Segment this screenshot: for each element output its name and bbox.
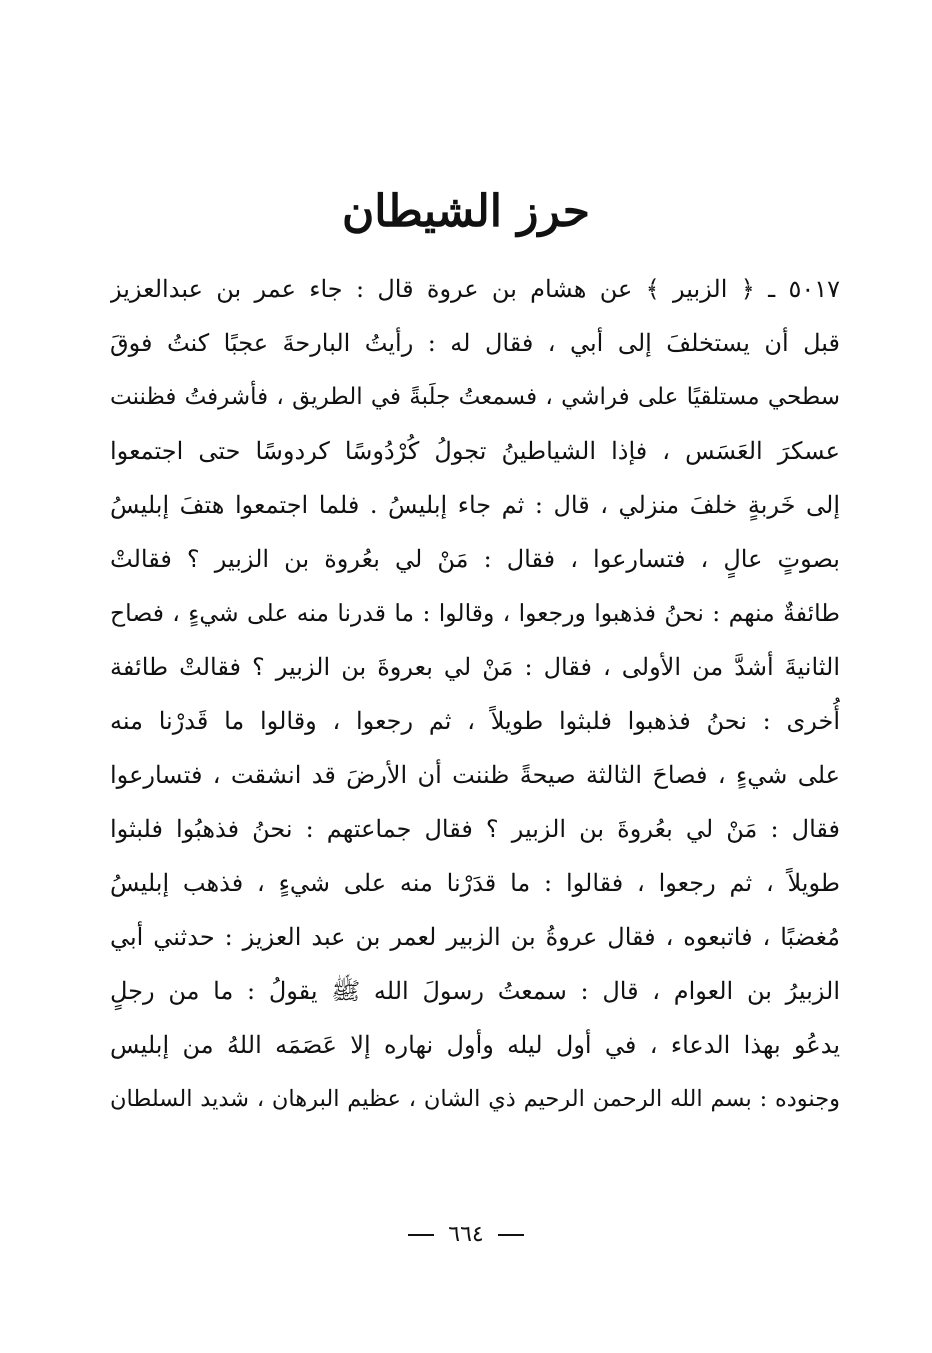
right-dash xyxy=(408,1234,434,1236)
text-line: عسكرَ العَسَس ، فإذا الشياطينُ تجولُ كُرْدُوسًا كردوسًا حتى اجتمعوا xyxy=(110,437,840,465)
chapter-title: حرز الشيطان xyxy=(341,186,590,237)
text-line: سطحي مستلقيًا على فراشي ، فسمعتُ جلَبةً في الطريق ، فأشرفتُ فظننت xyxy=(110,384,840,410)
page-number-footer xyxy=(0,1215,932,1255)
text-line: إلى خَربةٍ خلفَ منزلي ، قال : ثم جاء إبليسُ . فلما اجتمعوا هتفَ إبليسُ xyxy=(110,491,840,519)
text-line: الثانيةَ أشدَّ من الأولى ، فقال : مَنْ لي بعروةَ بن الزبير ؟ فقالتْ طائفة xyxy=(110,653,840,681)
text-line: فقال : مَنْ لي بعُروةَ بن الزبير ؟ فقال جماعتهم : نحنُ فذهبُوا فلبثوا xyxy=(110,815,840,843)
text-line: مُغضبًا ، فاتبعوه ، فقال عروةُ بن الزبير لعمر بن عبد العزيز : حدثني أبي xyxy=(110,923,840,951)
hadith-text xyxy=(110,262,840,1126)
page-number: ٦٦٤ xyxy=(448,1222,484,1247)
text-line: يدعُو بهذا الدعاء ، في أول ليله وأول نهاره إلا عَصَمَه اللهُ من إبليس xyxy=(110,1031,840,1059)
text-line: على شيءٍ ، فصاحَ الثالثة صيحةً ظننت أن الأرضَ قد انشقت ، فتسارعوا xyxy=(110,761,840,789)
text-line: قبل أن يستخلفَ إلى أبي ، فقال له : رأيتُ البارحةَ عجبًا كنتُ فوقَ xyxy=(110,329,840,357)
left-dash xyxy=(498,1234,524,1236)
text-line: طويلاً ، ثم رجعوا ، فقالوا : ما قدَرْنا منه على شيءٍ ، فذهب إبليسُ xyxy=(110,869,840,897)
text-line: ٥٠١٧ ـ ﴿ الزبير ﴾ عن هشام بن عروة قال : جاء عمر بن عبدالعزيز xyxy=(110,275,840,303)
text-line: أُخرى : نحنُ فذهبوا فلبثوا طويلاً ، ثم رجعوا ، وقالوا ما قَدرْنا منه xyxy=(110,707,840,735)
text-line: وجنوده : بسم الله الرحمن الرحيم ذي الشان ، عظيم البرهان ، شديد السلطان xyxy=(110,1086,840,1112)
text-line: الزبيرُ بن العوام ، قال : سمعتُ رسولَ الله ﷺ يقولُ : ما من رجلٍ xyxy=(110,977,840,1005)
text-line: بصوتٍ عالٍ ، فتسارعوا ، فقال : مَنْ لي بعُروة بن الزبير ؟ فقالتْ xyxy=(110,545,840,573)
text-line: طائفةٌ منهم : نحنُ فذهبوا ورجعوا ، وقالوا : ما قدرنا منه على شيءٍ ، فصاح xyxy=(110,599,840,627)
